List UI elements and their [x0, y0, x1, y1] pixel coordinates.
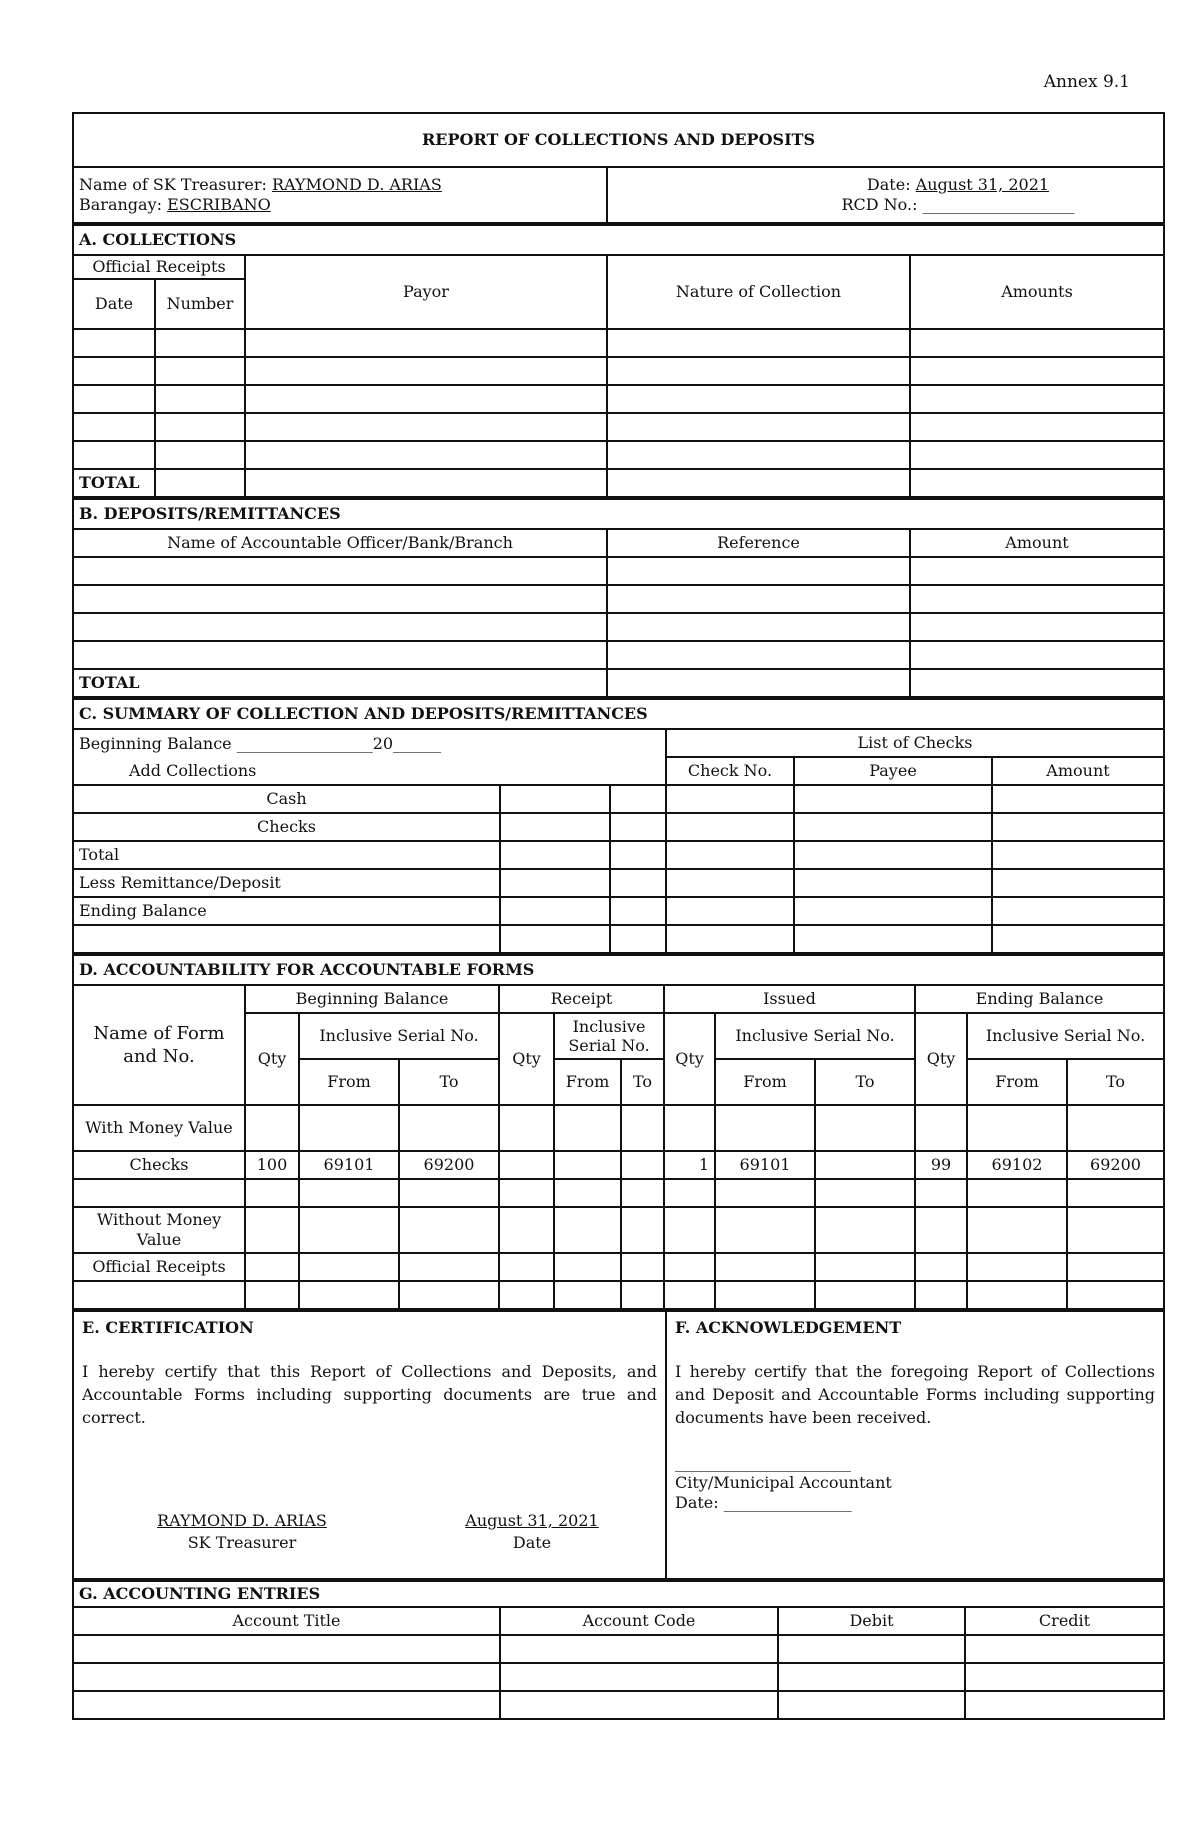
table-row [73, 385, 1164, 413]
table-cell [245, 1179, 299, 1207]
debit-header: Debit [778, 1607, 965, 1635]
table-cell [499, 1207, 554, 1253]
nature-header: Nature of Collection [607, 255, 910, 329]
certification-table [72, 1310, 1165, 1580]
table-cell [73, 1663, 500, 1691]
table-cell [794, 897, 992, 925]
table-cell: 69102 [967, 1151, 1067, 1179]
table-cell [554, 1105, 621, 1151]
table-cell [664, 1281, 715, 1309]
table-cell [73, 357, 155, 385]
table-cell [666, 785, 794, 813]
serial-header: Inclusive Serial No. [967, 1013, 1164, 1059]
official-receipts-header: Official Receipts [73, 255, 245, 279]
certification-section [73, 1311, 666, 1579]
table-cell [607, 469, 910, 497]
table-cell [245, 1207, 299, 1253]
table-row [73, 585, 1164, 613]
table-cell [554, 1281, 621, 1309]
deposits-heading: B. DEPOSITS/REMITTANCES [73, 499, 1164, 529]
table-cell [245, 413, 607, 441]
serial-header: Inclusive Serial No. [554, 1013, 664, 1059]
table-cell [778, 1691, 965, 1719]
table-cell [621, 1179, 664, 1207]
table-cell [499, 1253, 554, 1281]
beginning-balance-header: Beginning Balance [245, 985, 499, 1013]
table-cell [715, 1179, 815, 1207]
to-header: To [815, 1059, 915, 1105]
collections-heading: A. COLLECTIONS [73, 225, 1164, 255]
table-cell [965, 1691, 1164, 1719]
table-cell [815, 1179, 915, 1207]
table-cell [73, 329, 155, 357]
certifier-name: RAYMOND D. ARIAS [157, 1511, 327, 1530]
table-cell [610, 813, 666, 841]
table-cell [794, 841, 992, 869]
table-cell [794, 785, 992, 813]
table-cell [610, 841, 666, 869]
table-cell [910, 641, 1164, 669]
date-header: Date [73, 279, 155, 329]
table-cell [155, 329, 245, 357]
table-cell [666, 841, 794, 869]
table-cell [500, 841, 610, 869]
table-cell [500, 1691, 778, 1719]
table-cell [910, 413, 1164, 441]
checks-form-name: Checks [73, 1151, 245, 1179]
table-cell [73, 585, 607, 613]
table-cell [815, 1105, 915, 1151]
table-cell [299, 1105, 399, 1151]
table-cell [910, 329, 1164, 357]
table-cell [73, 1635, 500, 1663]
total-label: Total [73, 841, 500, 869]
table-cell [967, 1207, 1067, 1253]
table-cell [915, 1281, 967, 1309]
treasurer-info: Name of SK Treasurer: RAYMOND D. ARIAS Barangay: ESCRIBANO [73, 167, 607, 223]
table-cell [554, 1151, 621, 1179]
table-cell [554, 1253, 621, 1281]
table-cell [992, 925, 1164, 953]
table-cell [73, 441, 155, 469]
ending-balance-header: Ending Balance [915, 985, 1164, 1013]
table-cell [967, 1105, 1067, 1151]
qty-header: Qty [499, 1013, 554, 1105]
qty-header: Qty [915, 1013, 967, 1105]
to-header: To [1067, 1059, 1164, 1105]
table-cell [778, 1635, 965, 1663]
table-cell [500, 925, 610, 953]
table-cell [666, 925, 794, 953]
table-cell [607, 613, 910, 641]
certification-text: I hereby certify that this Report of Collections and Deposits, and Accountable Forms including supporting documents are true and correct. [82, 1362, 657, 1427]
table-cell [992, 897, 1164, 925]
credit-header: Credit [965, 1607, 1164, 1635]
table-cell [666, 897, 794, 925]
table-cell [1067, 1207, 1164, 1253]
acknowledgement-heading: F. ACKNOWLEDGEMENT [675, 1318, 902, 1337]
table-cell [664, 1179, 715, 1207]
from-header: From [967, 1059, 1067, 1105]
certification-date: August 31, 2021 [465, 1511, 599, 1530]
table-cell [399, 1207, 499, 1253]
table-cell [666, 813, 794, 841]
receipt-header: Receipt [499, 985, 664, 1013]
report-title: REPORT OF COLLECTIONS AND DEPOSITS [73, 113, 1164, 167]
payor-header: Payor [245, 255, 607, 329]
table-cell [1067, 1253, 1164, 1281]
table-cell [815, 1281, 915, 1309]
issued-header: Issued [664, 985, 915, 1013]
table-cell [499, 1151, 554, 1179]
acknowledgement-date: Date: ________________ [675, 1493, 852, 1512]
table-cell [915, 1179, 967, 1207]
table-cell [715, 1207, 815, 1253]
deposits-table [72, 498, 1165, 698]
treasurer-name: RAYMOND D. ARIAS [272, 175, 442, 194]
annex-label: Annex 9.1 [1043, 72, 1130, 92]
table-cell [715, 1281, 815, 1309]
reference-header: Reference [607, 529, 910, 557]
table-cell [245, 329, 607, 357]
signature-line: ______________________ [675, 1453, 851, 1472]
table-cell [992, 869, 1164, 897]
table-cell [967, 1253, 1067, 1281]
report-form [72, 112, 1165, 1720]
serial-header: Inclusive Serial No. [299, 1013, 499, 1059]
table-cell [245, 1281, 299, 1309]
acknowledgement-section [666, 1311, 1164, 1579]
table-cell [155, 385, 245, 413]
account-code-header: Account Code [500, 1607, 778, 1635]
list-of-checks-header: List of Checks [666, 729, 1164, 757]
to-header: To [621, 1059, 664, 1105]
table-cell [992, 841, 1164, 869]
table-cell [554, 1179, 621, 1207]
table-cell: 69101 [299, 1151, 399, 1179]
table-cell [715, 1105, 815, 1151]
table-cell [664, 1253, 715, 1281]
table-cell [299, 1281, 399, 1309]
qty-header: Qty [245, 1013, 299, 1105]
table-cell [245, 1105, 299, 1151]
table-cell [915, 1207, 967, 1253]
summary-heading: C. SUMMARY OF COLLECTION AND DEPOSITS/REMITTANCES [73, 699, 1164, 729]
table-cell [967, 1179, 1067, 1207]
table-cell [607, 329, 910, 357]
table-cell [910, 585, 1164, 613]
serial-header: Inclusive Serial No. [715, 1013, 915, 1059]
table-cell [73, 557, 607, 585]
table-cell [499, 1105, 554, 1151]
summary-table [72, 698, 1165, 954]
table-cell [621, 1253, 664, 1281]
payee-header: Payee [794, 757, 992, 785]
table-cell [794, 813, 992, 841]
table-row [73, 1179, 1164, 1207]
table-cell [607, 641, 910, 669]
table-row [73, 641, 1164, 669]
entries-table [72, 1580, 1165, 1720]
table-cell [73, 925, 500, 953]
table-cell: 69200 [1067, 1151, 1164, 1179]
table-cell [815, 1151, 915, 1179]
table-cell [500, 869, 610, 897]
table-cell [245, 357, 607, 385]
date-info: Date: August 31, 2021 RCD No.: ___________________ [607, 167, 1164, 223]
qty-header: Qty [664, 1013, 715, 1105]
table-cell: 99 [915, 1151, 967, 1179]
table-cell [500, 1663, 778, 1691]
to-header: To [399, 1059, 499, 1105]
name-of-form-header: Name of Form and No. [73, 985, 245, 1105]
table-cell [607, 357, 910, 385]
table-cell [73, 1281, 245, 1309]
table-cell [155, 413, 245, 441]
table-cell [621, 1105, 664, 1151]
table-cell [399, 1281, 499, 1309]
table-cell [499, 1179, 554, 1207]
table-cell [245, 385, 607, 413]
table-cell [1067, 1105, 1164, 1151]
table-cell [245, 469, 607, 497]
ending-balance-label: Ending Balance [73, 897, 500, 925]
table-cell [245, 1253, 299, 1281]
table-row [73, 557, 1164, 585]
table-row [73, 329, 1164, 357]
amounts-header: Amounts [910, 255, 1164, 329]
table-cell [500, 897, 610, 925]
table-cell [1067, 1281, 1164, 1309]
check-amount-header: Amount [992, 757, 1164, 785]
table-cell [500, 785, 610, 813]
number-header: Number [155, 279, 245, 329]
table-cell [399, 1179, 499, 1207]
rcd-number: RCD No.: ___________________ [841, 195, 1075, 214]
checks-row [73, 1151, 1164, 1179]
table-cell [73, 613, 607, 641]
table-cell [1067, 1179, 1164, 1207]
table-cell [610, 785, 666, 813]
table-cell [610, 869, 666, 897]
acknowledgement-text: I hereby certify that the foregoing Report of Collections and Deposit and Accountable Forms including supporting documents have been received. [675, 1362, 1155, 1427]
certification-date-label: Date [512, 1533, 552, 1552]
table-cell [610, 897, 666, 925]
from-header: From [554, 1059, 621, 1105]
table-row [73, 1281, 1164, 1309]
less-remittance-label: Less Remittance/Deposit [73, 869, 500, 897]
table-cell [399, 1253, 499, 1281]
table-cell [73, 1691, 500, 1719]
table-cell [815, 1253, 915, 1281]
table-row [73, 441, 1164, 469]
table-cell [499, 1281, 554, 1309]
table-cell [715, 1253, 815, 1281]
table-cell [299, 1207, 399, 1253]
table-cell [965, 1663, 1164, 1691]
table-cell [910, 385, 1164, 413]
barangay-name: ESCRIBANO [167, 195, 271, 214]
table-cell [554, 1207, 621, 1253]
table-cell [967, 1281, 1067, 1309]
table-cell [910, 669, 1164, 697]
table-cell [607, 557, 910, 585]
table-cell [245, 441, 607, 469]
from-header: From [715, 1059, 815, 1105]
table-cell [915, 1105, 967, 1151]
table-cell [915, 1253, 967, 1281]
table-cell [607, 385, 910, 413]
table-cell: 100 [245, 1151, 299, 1179]
table-cell [607, 441, 910, 469]
table-cell [910, 357, 1164, 385]
table-cell [607, 669, 910, 697]
table-cell: 69200 [399, 1151, 499, 1179]
header-table [72, 112, 1165, 224]
officer-header: Name of Accountable Officer/Bank/Branch [73, 529, 607, 557]
table-row [73, 613, 1164, 641]
table-cell [155, 441, 245, 469]
table-cell [73, 641, 607, 669]
beginning-balance: Beginning Balance _________________20______ [73, 729, 666, 757]
table-cell [794, 925, 992, 953]
table-cell [910, 613, 1164, 641]
account-title-header: Account Title [73, 1607, 500, 1635]
without-money-value-label: Without Money Value [73, 1207, 245, 1253]
with-money-value-label: With Money Value [73, 1105, 245, 1151]
table-row [73, 925, 1164, 953]
table-cell [664, 1105, 715, 1151]
table-row [73, 1635, 1164, 1663]
table-cell [399, 1105, 499, 1151]
table-cell [155, 469, 245, 497]
table-cell [607, 585, 910, 613]
table-cell [621, 1281, 664, 1309]
table-cell [621, 1207, 664, 1253]
deposits-total-label: TOTAL [73, 669, 607, 697]
checks-label: Checks [73, 813, 500, 841]
table-cell [500, 1635, 778, 1663]
table-row [73, 357, 1164, 385]
table-cell [910, 469, 1164, 497]
certifier-role: SK Treasurer [187, 1533, 297, 1552]
official-receipts-label: Official Receipts [73, 1253, 245, 1281]
table-cell [607, 413, 910, 441]
certification-heading: E. CERTIFICATION [82, 1318, 254, 1337]
table-cell [73, 1179, 245, 1207]
check-no-header: Check No. [666, 757, 794, 785]
report-date: August 31, 2021 [915, 175, 1050, 194]
table-cell [815, 1207, 915, 1253]
table-cell [992, 813, 1164, 841]
table-cell [965, 1635, 1164, 1663]
table-cell [299, 1179, 399, 1207]
table-cell [910, 441, 1164, 469]
table-cell [73, 385, 155, 413]
accountability-table [72, 954, 1165, 1310]
from-header: From [299, 1059, 399, 1105]
table-row [73, 1663, 1164, 1691]
table-cell [910, 557, 1164, 585]
collections-table [72, 224, 1165, 498]
table-row [73, 413, 1164, 441]
table-cell [155, 357, 245, 385]
accountant-role: City/Municipal Accountant [675, 1473, 892, 1492]
table-cell [621, 1151, 664, 1179]
collections-total-label: TOTAL [73, 469, 155, 497]
amount-header: Amount [910, 529, 1164, 557]
table-cell [778, 1663, 965, 1691]
table-cell [794, 869, 992, 897]
table-cell [73, 413, 155, 441]
table-cell: 69101 [715, 1151, 815, 1179]
table-cell: 1 [664, 1151, 715, 1179]
table-cell [666, 869, 794, 897]
table-cell [610, 925, 666, 953]
table-cell [299, 1253, 399, 1281]
table-row [73, 1691, 1164, 1719]
cash-label: Cash [73, 785, 500, 813]
table-cell [992, 785, 1164, 813]
table-cell [664, 1207, 715, 1253]
table-cell [500, 813, 610, 841]
entries-heading: G. ACCOUNTING ENTRIES [73, 1581, 1164, 1607]
accountability-heading: D. ACCOUNTABILITY FOR ACCOUNTABLE FORMS [73, 955, 1164, 985]
add-collections: Add Collections [73, 757, 666, 785]
